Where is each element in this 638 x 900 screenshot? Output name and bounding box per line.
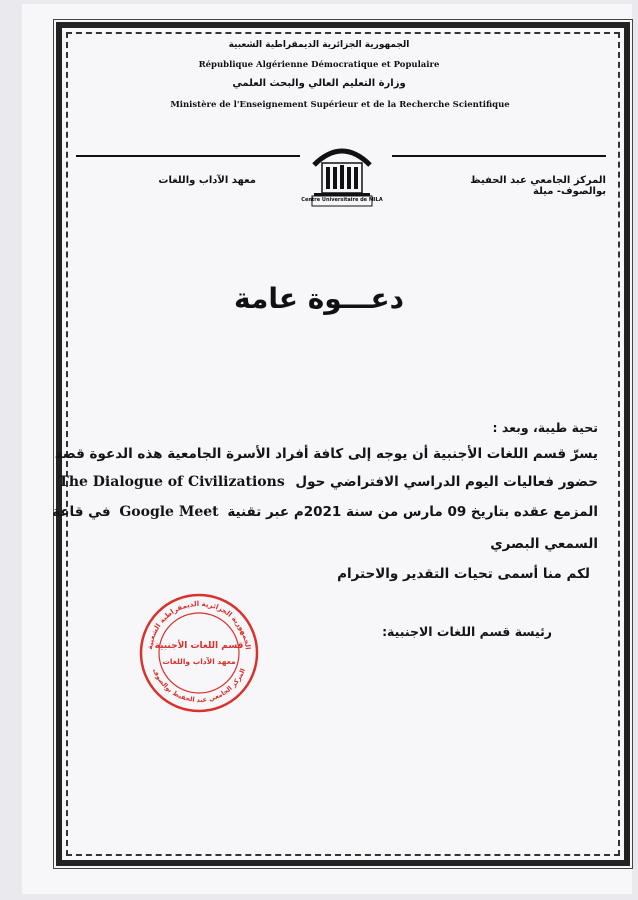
- body-line-4: السمعي البصري: [490, 536, 598, 552]
- header-ministry-fr: Ministère de l'Enseignement Supérieur et de la Recherche Scientifique: [170, 100, 510, 110]
- body-line-3-date: المزمع عقده بتاريخ 09 مارس من سنة 2021م عبر تقنية: [227, 504, 598, 520]
- header-rule-left: [76, 155, 300, 157]
- stamp-center-line-2: معهد الآداب واللغات: [162, 657, 236, 666]
- header-institute-name: معهد الآداب واللغات: [158, 175, 256, 186]
- stamp-top-text: الجمهورية الجزائرية الديمقراطية الشعبية: [146, 599, 252, 650]
- platform-name: Google Meet: [119, 504, 219, 520]
- body-line-3-venue: في قاعة: [52, 504, 111, 520]
- stamp-bottom-text: المركز الجامعي عبد الحفيظ بوالصوف: [150, 667, 247, 705]
- body-line-2-ar: حضور فعاليات اليوم الدراسي الافتراضي حول: [295, 474, 598, 490]
- logo-caption: Centre Universitaire de MILA: [301, 197, 383, 203]
- signature-label: رئيسة قسم اللغات الاجنبية:: [382, 624, 552, 639]
- body-closing: لكم منا أسمى تحيات التقدير والاحترام: [337, 566, 590, 582]
- body-line-3: [52, 504, 598, 520]
- header-republic-ar: الجمهورية الجزائرية الديمقراطية الشعبية: [228, 40, 410, 50]
- header-rule-right: [392, 155, 606, 157]
- header-ministry-ar: وزارة التعليم العالي والبحث العلمي: [232, 78, 406, 89]
- event-topic: The Dialogue of Civilizations: [58, 474, 285, 490]
- header-republic-fr: République Algérienne Démocratique et Populaire: [198, 60, 440, 70]
- body-line-1: يسرّ قسم اللغات الأجنبية أن يوجه إلى كافة أفراد الأسرة الجامعية هذه الدعوة قصد: [54, 446, 598, 462]
- official-stamp: [138, 592, 260, 714]
- header-center-name: المركز الجامعي عبد الحفيظ بوالصوف- ميلة: [470, 175, 606, 197]
- body-greeting: تحية طيبة، وبعد :: [492, 420, 598, 435]
- document-title: دعـــوة عامة: [234, 282, 404, 315]
- stamp-center-line-1: قسم اللغات الأجنبية: [154, 641, 244, 651]
- body-line-2: [58, 474, 598, 490]
